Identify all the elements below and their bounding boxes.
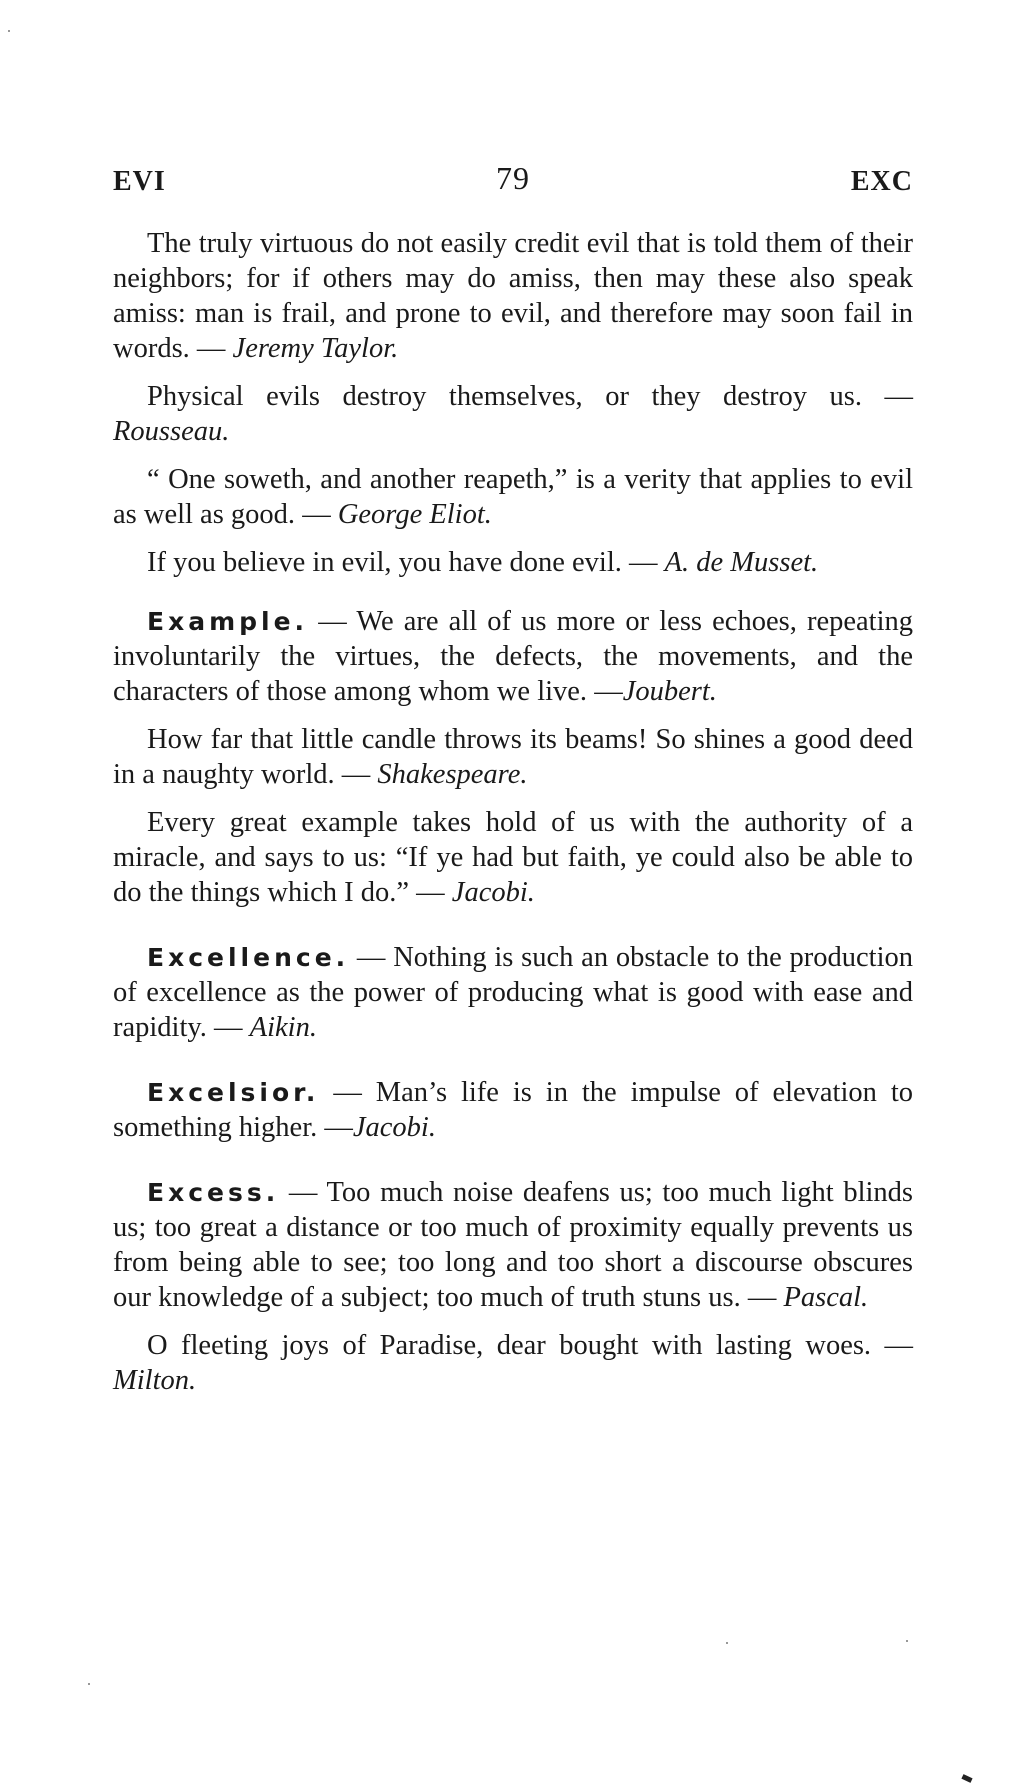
topic-heading: Example.: [147, 607, 309, 636]
header-right-guide-word: EXC: [850, 166, 913, 197]
attribution-dash: —: [317, 1112, 353, 1143]
topic-entry-excelsior: [113, 1075, 913, 1145]
attribution-dash: —: [861, 381, 913, 412]
topic-entry-excellence: [113, 940, 913, 1045]
quotation-author: Shakespeare.: [377, 759, 528, 790]
topic-heading: Excellence.: [147, 943, 350, 972]
attribution-dash: —: [206, 1012, 250, 1043]
paper-speck: [726, 1642, 728, 1644]
quotation-text: O fleeting joys of Paradise, dear bought with lasting woes.: [147, 1330, 872, 1361]
quotation-author: Rousseau.: [113, 416, 230, 447]
attribution-dash: —: [409, 877, 452, 908]
quotation-text: If you believe in evil, you have done evil.: [147, 547, 622, 578]
quotation-author: A. de Musset.: [664, 547, 819, 578]
paper-speck: [906, 1640, 908, 1642]
quotation-entry: [113, 379, 913, 449]
running-header: [113, 160, 913, 204]
quotation-text: How far that little candle throws its beams! So shines a good deed in a naughty world.: [113, 724, 913, 790]
quotation-text: — We are all of us more or less echoes, repeating involuntarily the virtues, the defects, the movements, and the characters of those among whom we live.: [113, 606, 913, 707]
quotation-author: Jeremy Taylor.: [232, 333, 399, 364]
attribution-dash: —: [295, 499, 338, 530]
quotation-entry: [113, 226, 913, 366]
paper-speck: [8, 30, 10, 32]
quotation-list: [113, 226, 913, 1411]
quotation-entry: [113, 462, 913, 532]
topic-entry-excess: [113, 1175, 913, 1315]
attribution-dash: —: [189, 333, 233, 364]
quotation-entry: [113, 545, 913, 580]
topic-heading: Excess.: [147, 1178, 280, 1207]
quotation-text: Physical evils destroy themselves, or they destroy us.: [147, 381, 862, 412]
quotation-text: — Too much noise deafens us; too much light blinds us; too great a distance or too much of proximity equally prevents us from being able to see; too long and too short a discourse obscures our knowledge of a subject; too much of truth stuns us.: [113, 1177, 913, 1313]
attribution-dash: —: [334, 759, 378, 790]
quotation-author: Jacobi.: [352, 1112, 436, 1143]
attribution-dash: —: [587, 676, 623, 707]
ink-mark: [961, 1774, 972, 1783]
paper-speck: [88, 1683, 90, 1685]
quotation-text: “ One soweth, and another reapeth,” is a verity that applies to evil as well as good.: [113, 464, 913, 530]
quotation-author: Joubert.: [622, 676, 717, 707]
quotation-entry: [113, 805, 913, 910]
quotation-author: George Eliot.: [337, 499, 492, 530]
quotation-text: — Nothing is such an obstacle to the production of excellence as the power of producing what is good with ease and rapidity.: [113, 942, 913, 1043]
topic-entry-example: [113, 604, 913, 709]
header-left-guide-word: EVI: [113, 166, 166, 197]
quotation-author: Aikin.: [249, 1012, 317, 1043]
quotation-text: Every great example takes hold of us with the authority of a miracle, and says to us: “If ye had but faith, ye could also be able to do the things which I do.”: [113, 807, 913, 908]
topic-heading: Excelsior.: [147, 1078, 320, 1107]
quotation-text: The truly virtuous do not easily credit evil that is told them of their neighbors; for if others may do amiss, then may these also speak amiss: man is frail, and prone to evil, and therefore may soon fail in words.: [113, 228, 913, 364]
quotation-entry: [113, 722, 913, 792]
quotation-author: Jacobi.: [451, 877, 535, 908]
page-number: 79: [496, 160, 530, 196]
quotation-author: Pascal.: [783, 1282, 869, 1313]
attribution-dash: —: [871, 1330, 913, 1361]
attribution-dash: —: [740, 1282, 784, 1313]
quotation-text: — Man’s life is in the impulse of elevation to something higher.: [113, 1077, 913, 1143]
quotation-author: Milton.: [113, 1365, 197, 1396]
attribution-dash: —: [621, 547, 665, 578]
quotation-entry: [113, 1328, 913, 1398]
